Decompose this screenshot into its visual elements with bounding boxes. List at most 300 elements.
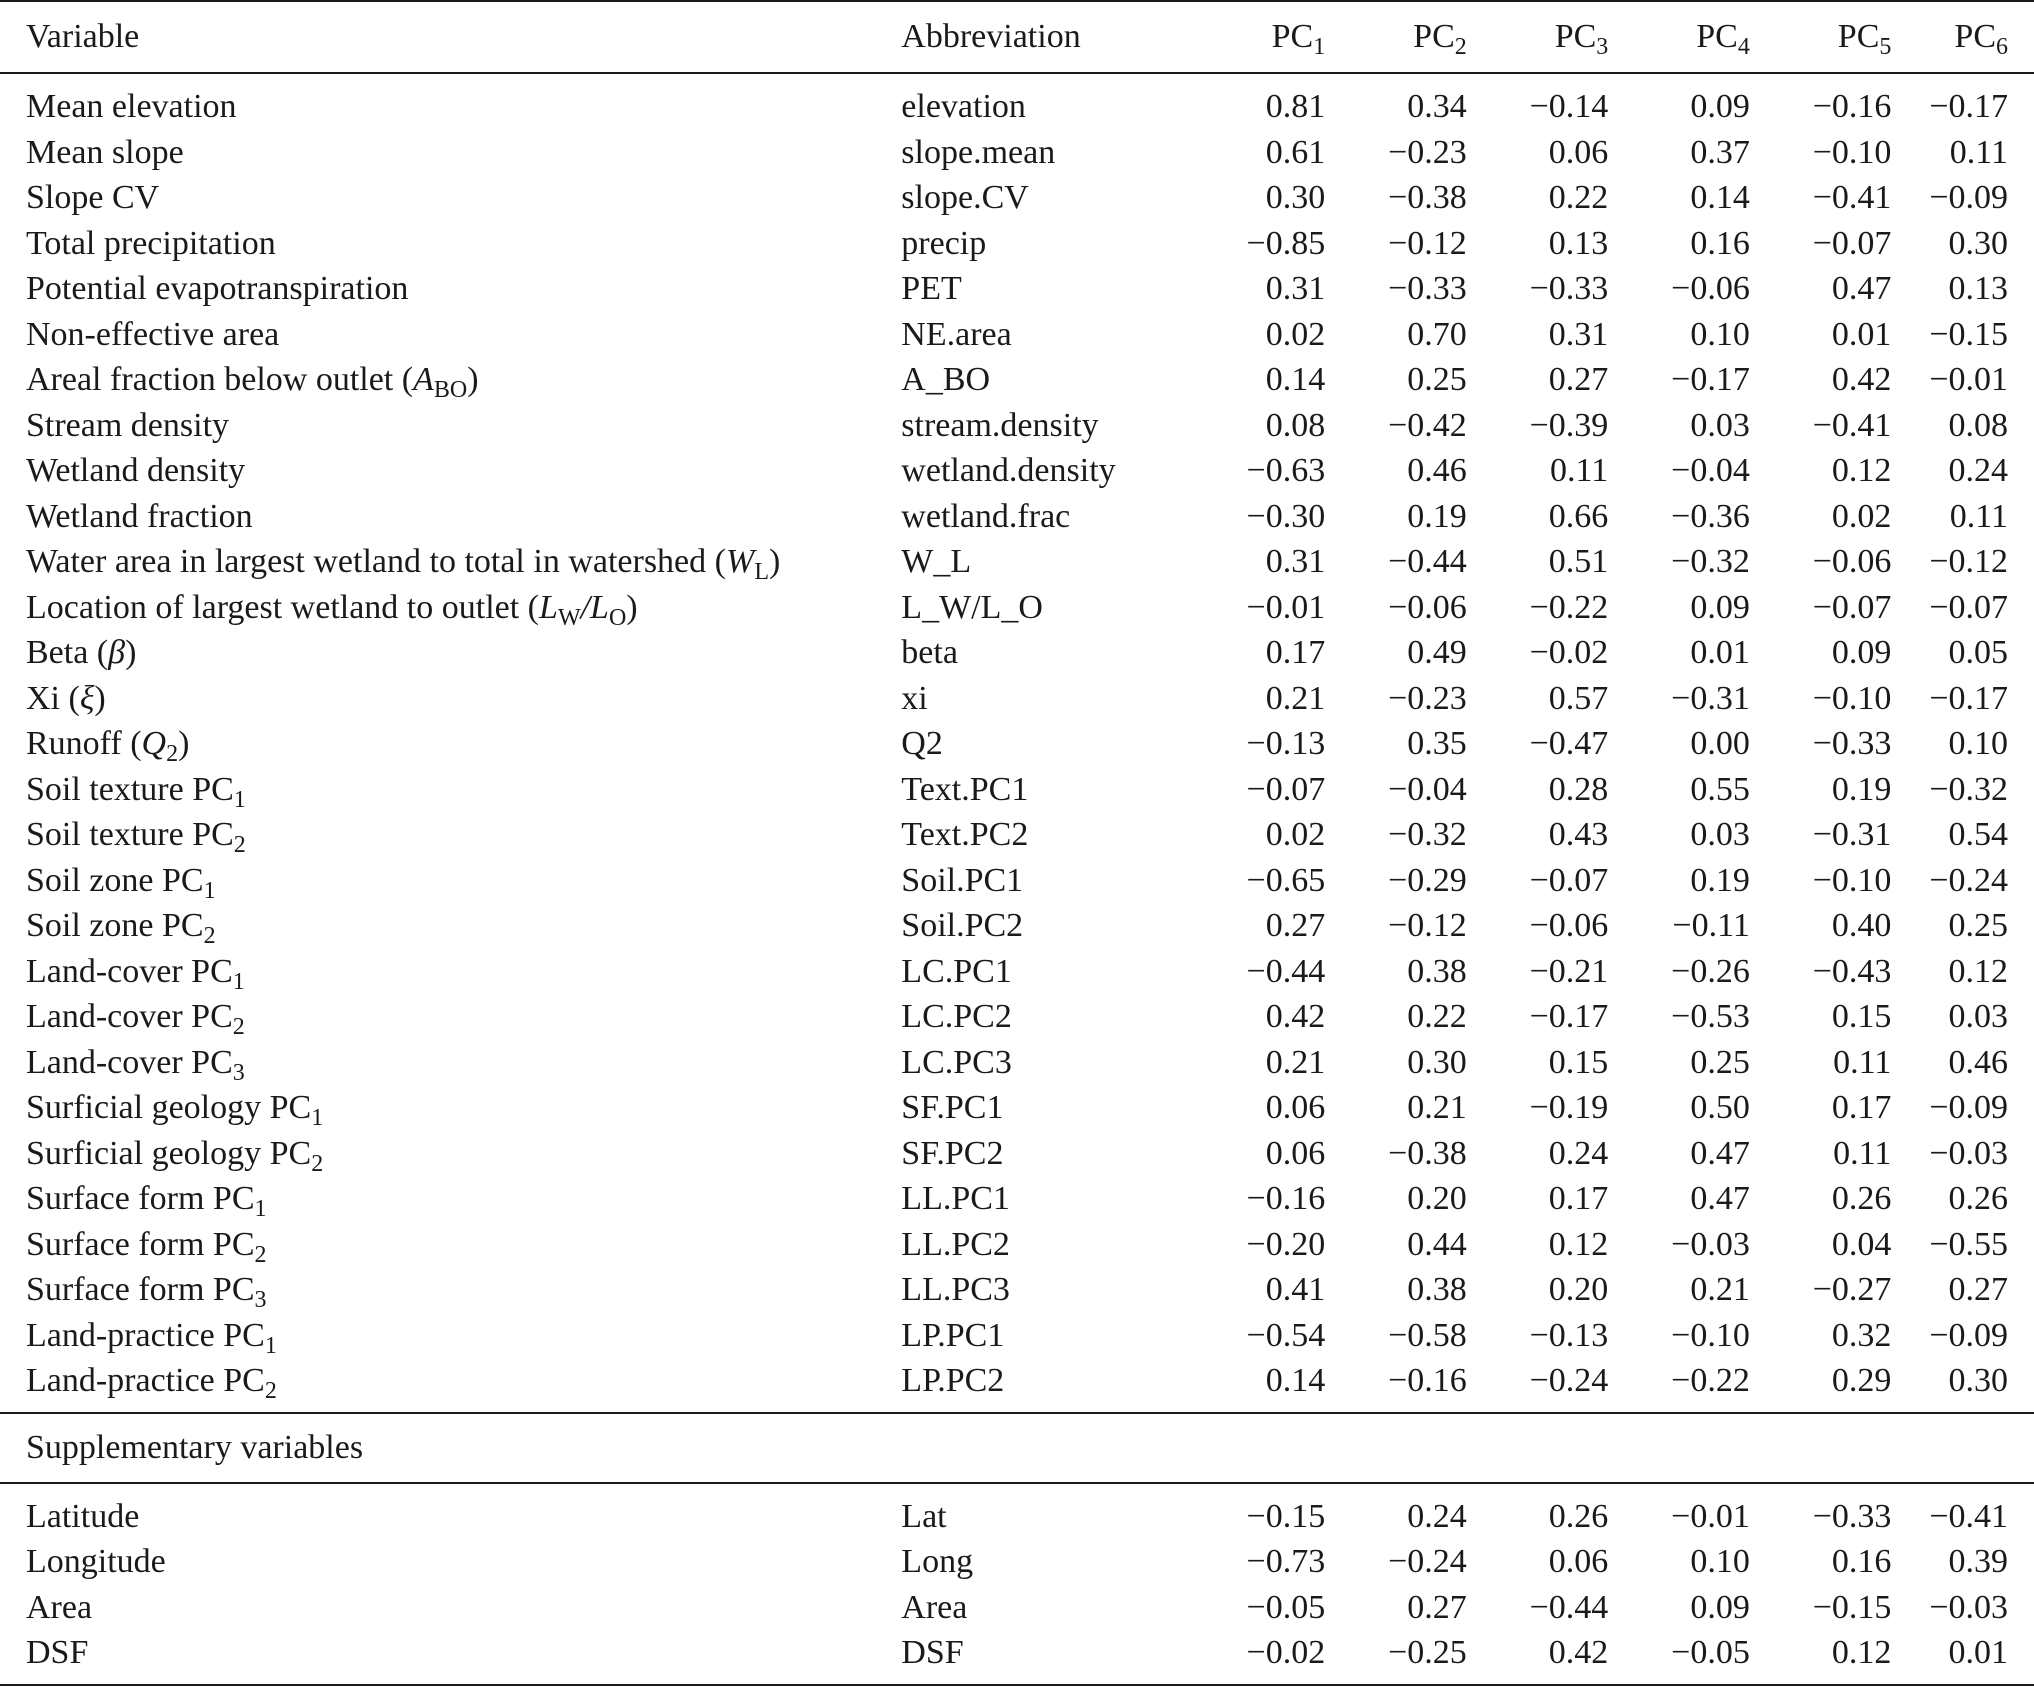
loading-pc3: −0.47 [1529,725,1609,762]
loading-pc1: −0.07 [1246,770,1326,808]
variable-abbreviation: stream.density [901,406,1099,444]
variable-abbreviation: PET [901,270,962,307]
loading-pc6: 0.03 [1948,998,2008,1035]
loading-pc1: 0.14 [1265,361,1326,398]
loading-pc6: −0.17 [1929,679,2008,717]
variable-name: Total precipitation [26,224,276,262]
table-row [0,357,2034,403]
loading-pc5: 0.11 [1833,1043,1892,1081]
loading-pc5: −0.41 [1812,406,1892,444]
variable-abbreviation: LL.PC1 [901,1180,1010,1217]
loading-pc3: −0.39 [1529,406,1609,444]
loading-pc1: 0.31 [1265,543,1326,580]
loading-pc2: −0.23 [1388,679,1467,717]
loading-pc3: 0.15 [1548,1043,1609,1081]
loading-pc2: 0.35 [1407,725,1467,762]
supplementary-header-row [0,1413,2034,1483]
loading-pc3: 0.17 [1548,1180,1609,1217]
loading-pc3: 0.26 [1548,1497,1609,1535]
variable-name: Stream density [26,406,230,444]
variable-abbreviation: beta [901,634,958,671]
loading-pc5: 0.32 [1831,1316,1892,1354]
loading-pc6: −0.07 [1929,588,2008,626]
loading-pc2: −0.44 [1388,543,1467,580]
supplementary-section [0,1413,2034,1483]
variable-abbreviation: Soil.PC2 [901,907,1024,944]
supplementary-row [0,1539,2034,1585]
loading-pc5: 0.12 [1750,1630,1892,1685]
loading-pc5: 0.29 [1831,1362,1892,1399]
loading-pc2: −0.06 [1388,588,1467,626]
table-row [0,994,2034,1040]
loading-pc6: −0.32 [1929,770,2008,808]
header-row [0,1,2034,73]
loading-pc2: −0.32 [1388,816,1467,853]
loading-pc2: 0.70 [1407,315,1467,353]
loading-pc2: 0.24 [1407,1497,1467,1535]
loading-pc1: −0.73 [1246,1543,1326,1580]
loading-pc1: 0.21 [1265,679,1326,717]
loading-pc3: −0.33 [1529,270,1609,307]
loading-pc2: 0.38 [1407,952,1467,990]
header-pc1: $PC_1$ [1184,1,1326,73]
table-row [0,585,2034,631]
loading-pc4: 0.10 [1690,1543,1750,1580]
loading-pc2: 0.49 [1407,634,1467,671]
variable-abbreviation: elevation [901,88,1026,125]
variable-abbreviation: LL.PC2 [901,1225,1010,1263]
header-pc2: $PC_2$ [1325,1,1467,73]
loading-pc2: −0.23 [1388,133,1467,171]
loading-pc6: −0.41 [1929,1497,2008,1535]
loading-pc5: −0.07 [1812,588,1892,626]
loading-pc4: −0.26 [1671,952,1750,990]
loading-pc6: 0.30 [1948,1362,2008,1399]
loading-pc6: 0.27 [1948,1271,2008,1308]
loading-pc2: 0.34 [1407,88,1467,125]
variable-name: DSF [0,1630,901,1685]
table-row [0,858,2034,904]
loading-pc6: 0.05 [1948,634,2008,671]
loading-pc1: 0.21 [1265,1043,1326,1081]
loading-pc4: −0.10 [1671,1316,1750,1354]
loading-pc5: 0.02 [1831,497,1892,535]
variable-name: Land-practice $PC_2$ [26,1362,277,1404]
variable-abbreviation: LC.PC2 [901,998,1012,1035]
loading-pc3: −0.02 [1529,634,1609,671]
variable-name: Surface form $PC_1$ [26,1180,267,1222]
loading-pc6: 0.12 [1948,952,2008,990]
loading-pc3: 0.27 [1548,361,1609,398]
loading-pc3: 0.22 [1548,179,1609,216]
table-row [0,266,2034,312]
loading-pc1: 0.61 [1265,133,1326,171]
loading-pc6: 0.08 [1948,406,2008,444]
loading-pc4: 0.55 [1690,770,1750,808]
table-row [0,221,2034,267]
variable-abbreviation: xi [901,679,928,717]
loading-pc4: 0.16 [1690,224,1750,262]
loading-pc2: 0.38 [1407,1271,1467,1308]
loading-pc1: 0.27 [1265,907,1326,944]
variable-name: Surficial geology $PC_2$ [26,1134,324,1177]
loading-pc6: 0.13 [1948,270,2008,307]
variable-name: Potential evapotranspiration [26,270,409,307]
loading-pc1: 0.02 [1265,315,1326,353]
loading-pc4: 0.10 [1690,315,1750,353]
variable-abbreviation: Lat [901,1497,947,1535]
loading-pc5: −0.10 [1812,861,1892,899]
loading-pc6: 0.46 [1948,1043,2008,1081]
loading-pc3: 0.12 [1548,1225,1609,1263]
loading-pc1: 0.41 [1265,1271,1326,1308]
loading-pc6: 0.11 [1949,497,2008,535]
variable-abbreviation: LC.PC3 [901,1043,1012,1081]
loading-pc4: 0.03 [1690,406,1750,444]
loading-pc6: −0.09 [1929,1316,2008,1354]
loading-pc2: 0.22 [1407,998,1467,1035]
loading-pc4: 0.47 [1690,1180,1750,1217]
table-row [0,1222,2034,1268]
loading-pc5: −0.10 [1812,679,1892,717]
variable-abbreviation: A_BO [901,361,991,398]
variable-name: Water area in largest wetland to total in watershed $(W_L)$ [26,543,781,585]
table-row [0,949,2034,995]
loading-pc1: −0.15 [1246,1497,1326,1535]
loading-pc3: −0.13 [1529,1316,1609,1354]
loading-pc2: −0.29 [1388,861,1467,899]
loading-pc1: −0.65 [1246,861,1326,899]
loading-pc2: −0.38 [1388,179,1467,216]
loading-pc5: 0.15 [1831,998,1892,1035]
supplementary-row [0,1630,2034,1685]
table-row [0,130,2034,176]
loading-pc5: −0.43 [1812,952,1892,990]
loading-pc2: 0.25 [1407,361,1467,398]
variable-abbreviation: slope.mean [901,133,1056,171]
table-row [0,1085,2034,1131]
table-row [0,312,2034,358]
loading-pc6: 0.26 [1948,1180,2008,1217]
loading-pc3: 0.51 [1548,543,1609,580]
loading-pc6: 0.25 [1948,907,2008,944]
variable-abbreviation: wetland.density [901,452,1116,489]
table-row [0,721,2034,767]
loading-pc6: 0.54 [1948,816,2008,853]
loading-pc4: 0.09 [1690,88,1750,125]
loading-pc4: −0.06 [1671,270,1750,307]
variable-abbreviation: LP.PC2 [901,1362,1005,1399]
variable-name: Latitude [26,1497,140,1535]
loading-pc4: 0.50 [1690,1089,1750,1126]
table-row [0,1313,2034,1359]
variable-name: Areal fraction below outlet $(A_{BO})$ [26,361,479,403]
loading-pc5: 0.09 [1831,634,1892,671]
variable-name: Land-cover $PC_3$ [26,1043,245,1086]
loading-pc4: 0.00 [1690,725,1750,762]
loading-pc4: −0.17 [1671,361,1750,398]
loading-pc5: 0.42 [1831,361,1892,398]
table-row [0,812,2034,858]
table-row [0,73,2034,130]
variable-abbreviation: slope.CV [901,179,1029,216]
loading-pc3: 0.11 [1550,452,1609,489]
loading-pc3: −0.14 [1529,88,1609,125]
variable-abbreviation: L_W/L_O [901,588,1043,626]
loading-pc3: −0.44 [1529,1588,1609,1626]
loading-pc3: −0.19 [1529,1089,1609,1126]
supplementary-title: Supplementary variables [0,1413,2034,1483]
main-variables-body [0,73,2034,1413]
loading-pc4: −0.05 [1608,1630,1750,1685]
loading-pc2: 0.27 [1407,1588,1467,1626]
variable-name: Slope CV [26,179,160,216]
loading-pc2: −0.58 [1388,1316,1467,1354]
variable-name: Surface form $PC_2$ [26,1225,267,1268]
loading-pc4: −0.11 [1672,907,1750,944]
loading-pc2: 0.44 [1407,1225,1467,1263]
loading-pc6: −0.17 [1929,88,2008,125]
table-row [0,175,2034,221]
loading-pc2: 0.30 [1407,1043,1467,1081]
loading-pc5: −0.16 [1812,88,1892,125]
variable-abbreviation: SF.PC1 [901,1089,1004,1126]
loading-pc5: 0.01 [1831,315,1892,353]
loading-pc1: 0.17 [1265,634,1326,671]
loading-pc3: 0.66 [1548,497,1609,535]
loading-pc1: 0.06 [1265,1134,1326,1172]
loading-pc4: 0.09 [1690,1588,1750,1626]
variable-name: Beta (β) [26,634,137,671]
variable-abbreviation: Text.PC2 [901,816,1029,853]
loading-pc5: −0.07 [1812,224,1892,262]
loading-pc5: −0.33 [1812,1497,1892,1535]
loading-pc6: −0.15 [1929,315,2008,353]
loading-pc5: −0.41 [1812,179,1892,216]
loading-pc4: 0.01 [1690,634,1750,671]
supplementary-row [0,1585,2034,1631]
loading-pc5: 0.26 [1831,1180,1892,1217]
variable-name: Runoff $(Q_2)$ [26,725,190,767]
loading-pc5: 0.17 [1831,1089,1892,1126]
loading-pc4: −0.04 [1671,452,1750,489]
loading-pc2: −0.16 [1388,1362,1467,1399]
loading-pc4: 0.09 [1690,588,1750,626]
loading-pc2: −0.38 [1388,1134,1467,1172]
loading-pc2: 0.21 [1407,1089,1467,1126]
loading-pc1: −0.13 [1246,725,1326,762]
loading-pc1: −0.63 [1246,452,1326,489]
loading-pc1: −0.30 [1246,497,1326,535]
loading-pc2: −0.33 [1388,270,1467,307]
loading-pc1: 0.08 [1265,406,1326,444]
table-row [0,1131,2034,1177]
loading-pc4: −0.53 [1671,998,1750,1035]
variable-abbreviation: Text.PC1 [901,770,1029,808]
loading-pc3: 0.06 [1548,1543,1609,1580]
loading-pc4: 0.21 [1690,1271,1750,1308]
header-pc5: $PC_5$ [1750,1,1892,73]
loading-pc1: −0.44 [1246,952,1326,990]
variable-name: Soil texture $PC_1$ [26,770,246,813]
table-header [0,1,2034,73]
loading-pc3: 0.42 [1467,1630,1609,1685]
loading-pc1: −0.85 [1246,224,1326,262]
loading-pc6: −0.03 [1929,1134,2008,1172]
loading-pc2: −0.12 [1388,224,1467,262]
variable-abbreviation: Soil.PC1 [901,861,1024,899]
loading-pc3: −0.06 [1529,907,1609,944]
loading-pc5: −0.10 [1812,133,1892,171]
loading-pc1: 0.81 [1265,88,1326,125]
loading-pc1: −0.01 [1246,588,1326,626]
supplementary-variables-body [0,1483,2034,1685]
loading-pc4: −0.31 [1671,679,1750,717]
loading-pc2: −0.42 [1388,406,1467,444]
loading-pc2: −0.04 [1388,770,1467,808]
loading-pc1: −0.16 [1246,1180,1326,1217]
loading-pc3: 0.57 [1548,679,1609,717]
loading-pc5: −0.15 [1812,1588,1892,1626]
variable-name: Soil zone $PC_1$ [26,861,216,904]
loading-pc5: −0.31 [1812,816,1892,853]
loading-pc6: −0.01 [1929,361,2008,398]
loading-pc1: 0.14 [1265,1362,1326,1399]
variable-name: Land-practice $PC_1$ [26,1316,277,1359]
loading-pc6: 0.24 [1948,452,2008,489]
loading-pc1: −0.02 [1184,1630,1326,1685]
table-row [0,630,2034,676]
loading-pc4: −0.01 [1671,1497,1750,1535]
table-row [0,494,2034,540]
loading-pc2: 0.46 [1407,452,1467,489]
table-row [0,1358,2034,1413]
loading-pc3: 0.20 [1548,1271,1609,1308]
header-pc6: $PC_6$ [1891,1,2034,73]
loading-pc1: 0.30 [1265,179,1326,216]
loading-pc5: 0.11 [1833,1134,1892,1172]
loading-pc4: −0.03 [1671,1225,1750,1263]
table-row [0,1267,2034,1313]
variable-name: Longitude [26,1543,166,1580]
loading-pc6: −0.09 [1929,179,2008,216]
variable-abbreviation: Q2 [901,725,943,762]
header-abbreviation: Abbreviation [901,1,1183,73]
loading-pc2: 0.19 [1407,497,1467,535]
table-row [0,448,2034,494]
loading-pc4: 0.14 [1690,179,1750,216]
table-row [0,1040,2034,1086]
loading-pc4: 0.25 [1690,1043,1750,1081]
loading-pc6: −0.55 [1929,1225,2008,1263]
loading-pc3: 0.13 [1548,224,1609,262]
variable-abbreviation: DSF [901,1630,1183,1685]
loading-pc2: −0.25 [1325,1630,1467,1685]
loading-pc3: −0.21 [1529,952,1609,990]
loading-pc1: −0.20 [1246,1225,1326,1263]
variable-name: Area [26,1588,93,1626]
loading-pc4: −0.32 [1671,543,1750,580]
loading-pc1: 0.02 [1265,816,1326,853]
loading-pc3: 0.24 [1548,1134,1609,1172]
loading-pc3: −0.17 [1529,998,1609,1035]
loading-pc1: 0.42 [1265,998,1326,1035]
variable-name: Wetland fraction [26,497,253,535]
header-variable: Variable [0,1,901,73]
loading-pc5: 0.40 [1831,907,1892,944]
loading-pc5: 0.16 [1831,1543,1892,1580]
loading-pc5: 0.12 [1831,452,1892,489]
loading-pc3: −0.24 [1529,1362,1609,1399]
loading-pc1: −0.54 [1246,1316,1326,1354]
table-row [0,676,2034,722]
loading-pc2: 0.20 [1407,1180,1467,1217]
loading-pc5: 0.04 [1831,1225,1892,1263]
loading-pc3: 0.06 [1548,133,1609,171]
variable-name: Land-cover $PC_2$ [26,998,245,1040]
variable-abbreviation: NE.area [901,315,1012,353]
loading-pc4: 0.47 [1690,1134,1750,1172]
loading-pc5: −0.33 [1812,725,1892,762]
variable-abbreviation: Area [901,1588,968,1626]
variable-name: Location of largest wetland to outlet $(L_W/L_O)$ [26,588,638,631]
loading-pc6: −0.09 [1929,1089,2008,1126]
variable-abbreviation: SF.PC2 [901,1134,1004,1172]
loading-pc6: 0.11 [1949,133,2008,171]
variable-name: Surface form $PC_3$ [26,1271,267,1313]
header-pc3: $PC_3$ [1467,1,1609,73]
variable-abbreviation: W_L [901,543,972,580]
loading-pc6: −0.12 [1929,543,2008,580]
variable-name: Soil texture $PC_2$ [26,816,246,858]
variable-name: Soil zone $PC_2$ [26,907,216,949]
variable-abbreviation: wetland.frac [901,497,1071,535]
variable-name: Mean slope [26,133,184,171]
loading-pc4: −0.36 [1671,497,1750,535]
variable-abbreviation: precip [901,224,987,262]
variable-name: Mean elevation [26,88,237,125]
loading-pc4: 0.19 [1690,861,1750,899]
loading-pc2: −0.24 [1388,1543,1467,1580]
loading-pc3: 0.31 [1548,315,1609,353]
loading-pc5: −0.27 [1812,1271,1892,1308]
variable-abbreviation: LP.PC1 [901,1316,1005,1354]
table-row [0,1176,2034,1222]
loading-pc6: −0.24 [1929,861,2008,899]
loading-pc4: 0.03 [1690,816,1750,853]
loading-pc2: −0.12 [1388,907,1467,944]
loading-pc1: −0.05 [1246,1588,1326,1626]
variable-name: Surficial geology $PC_1$ [26,1089,324,1131]
loading-pc5: 0.47 [1831,270,1892,307]
supplementary-row [0,1483,2034,1540]
loading-pc5: 0.19 [1831,770,1892,808]
variable-name: Land-cover $PC_1$ [26,952,245,995]
loading-pc6: 0.10 [1948,725,2008,762]
variable-name: Non-effective area [26,315,280,353]
loading-pc3: 0.28 [1548,770,1609,808]
loading-pc1: 0.31 [1265,270,1326,307]
loading-pc4: 0.37 [1690,133,1750,171]
table-row [0,767,2034,813]
variable-name: Wetland density [26,452,246,489]
loading-pc6: 0.30 [1948,224,2008,262]
loading-pc5: −0.06 [1812,543,1892,580]
loading-pc6: 0.01 [1891,1630,2034,1685]
loading-pc1: 0.06 [1265,1089,1326,1126]
loading-pc6: −0.03 [1929,1588,2008,1626]
loading-pc3: −0.07 [1529,861,1609,899]
